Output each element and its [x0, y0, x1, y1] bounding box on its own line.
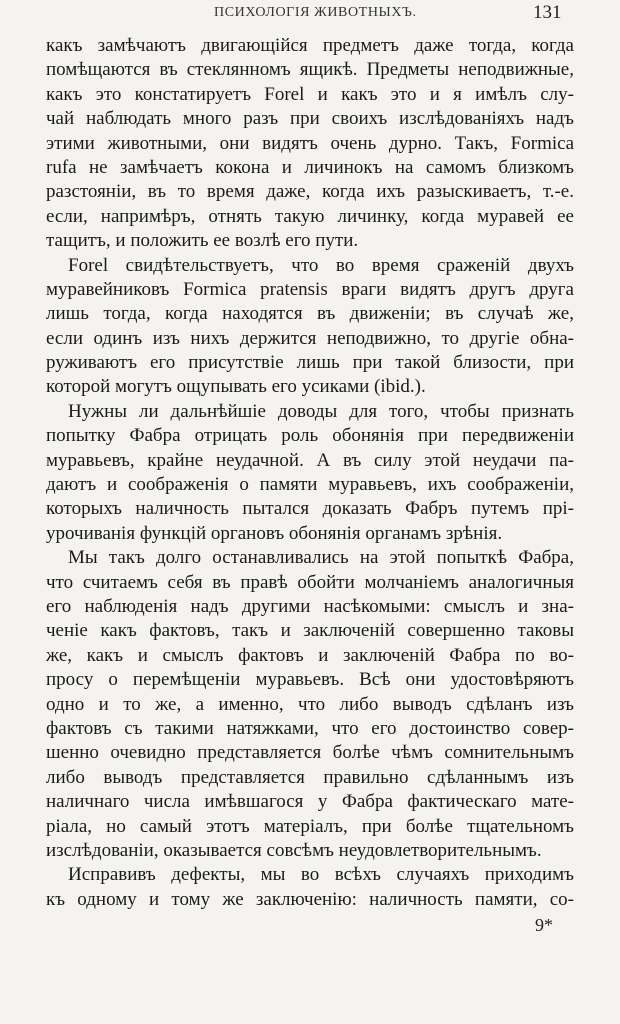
text-line: помѣщаются въ стеклянномъ ящикѣ. Предметы неподвижные,: [46, 59, 574, 81]
text-line: же, какъ и смыслъ фактовъ и заключеній Фабра по во-: [46, 644, 574, 666]
paragraph-5: [46, 863, 574, 912]
text-line: что считаемъ себя въ правѣ обойти молчаніемъ аналогичныя: [46, 571, 574, 593]
page-number: 131: [533, 2, 562, 23]
body-text: [46, 34, 574, 912]
text-line: какъ замѣчаютъ двигающійся предметъ даже тогда, когда: [46, 35, 574, 56]
text-line: Мы такъ долго останавливались на этой попыткѣ Фабра,: [68, 547, 574, 569]
paragraph-2: [46, 254, 574, 400]
text-line: изслѣдованіи, оказывается совсѣмъ неудовлетворительнымъ.: [46, 839, 542, 861]
page-header: [0, 0, 620, 30]
text-line: муравейниковъ Formica pratensis враги видятъ другъ друга: [46, 278, 574, 300]
paragraph-4: [46, 546, 574, 863]
text-line: Исправивъ дефекты, мы во всѣхъ случаяхъ приходимъ: [68, 864, 574, 886]
text-line: которой могутъ ощупывать его усиками (ibid.).: [46, 376, 426, 398]
text-line: одно и то же, а именно, что либо выводъ сдѣланъ изъ: [46, 693, 574, 715]
text-line: даютъ и соображенія о памяти муравьевъ, ихъ соображеніи,: [46, 474, 574, 496]
text-line: разстояніи, въ то время даже, когда ихъ разыскиваетъ, т.-е.: [46, 181, 574, 203]
text-line: руживаютъ его присутствіе лишь при такой близости, при: [46, 352, 574, 374]
text-line: чай наблюдать много разъ при своихъ изслѣдованіяхъ надъ: [46, 108, 574, 130]
text-line: просу о перемѣщеніи муравьевъ. Всѣ они удостовѣряютъ: [46, 669, 574, 691]
text-line: урочиванія функцій органовъ обонянія органамъ зрѣнія.: [46, 522, 503, 544]
text-line: тащитъ, и положить ее возлѣ его пути.: [46, 230, 359, 252]
text-line: къ одному и тому же заключенію: наличность памяти, со-: [46, 888, 574, 910]
text-line: которыхъ наличность пытался доказать Фабръ путемъ прі-: [46, 498, 574, 520]
text-line: ченіе какъ фактовъ, такъ и заключеній совершенно таковы: [46, 620, 574, 642]
text-line: наличнаго числа имѣвшагося у Фабра фактическаго мате-: [46, 791, 574, 813]
signature-mark: 9*: [535, 915, 553, 935]
text-line: Нужны ли дальнѣйшіе доводы для того, чтобы признать: [68, 400, 574, 422]
text-line: если одинъ изъ нихъ держится неподвижно, то другіе обна-: [46, 327, 574, 349]
text-line: его наблюденія надъ другими насѣкомыми: смыслъ и зна-: [46, 595, 574, 617]
paragraph-1: [46, 34, 574, 254]
text-line: rufa не замѣчаетъ кокона и личинокъ на самомъ близкомъ: [46, 156, 574, 178]
text-line: муравьевъ, крайне неудачной. А въ силу этой неудачи па-: [46, 449, 574, 471]
text-line: этими животными, они видятъ очень дурно. Такъ, Formica: [46, 132, 574, 154]
text-line: попытку Фабра отрицать роль обонянія при передвиженіи: [46, 425, 574, 447]
text-line: какъ это констатируетъ Forel и какъ это и я имѣлъ слу-: [46, 83, 574, 105]
running-head: ПСИХОЛОГІЯ ЖИВОТНЫХЪ.: [214, 5, 417, 20]
text-line: шенно очевидно представляется болѣе чѣмъ сомнительнымъ: [46, 742, 574, 764]
text-line: ріала, но самый этотъ матеріалъ, при болѣе тщательномъ: [46, 815, 574, 837]
text-line: Forel свидѣтельствуетъ, что во время сраженій двухъ: [68, 254, 574, 276]
paragraph-3: [46, 400, 574, 546]
text-line: фактовъ съ такими натяжками, что его достоинство совер-: [46, 717, 574, 739]
text-line: либо выводъ представляется правильно сдѣланнымъ изъ: [46, 766, 574, 788]
text-line: если, напримѣръ, отнять такую личинку, когда муравей ее: [46, 205, 574, 227]
text-line: лишь тогда, когда находятся въ движеніи; въ случаѣ же,: [46, 303, 574, 325]
